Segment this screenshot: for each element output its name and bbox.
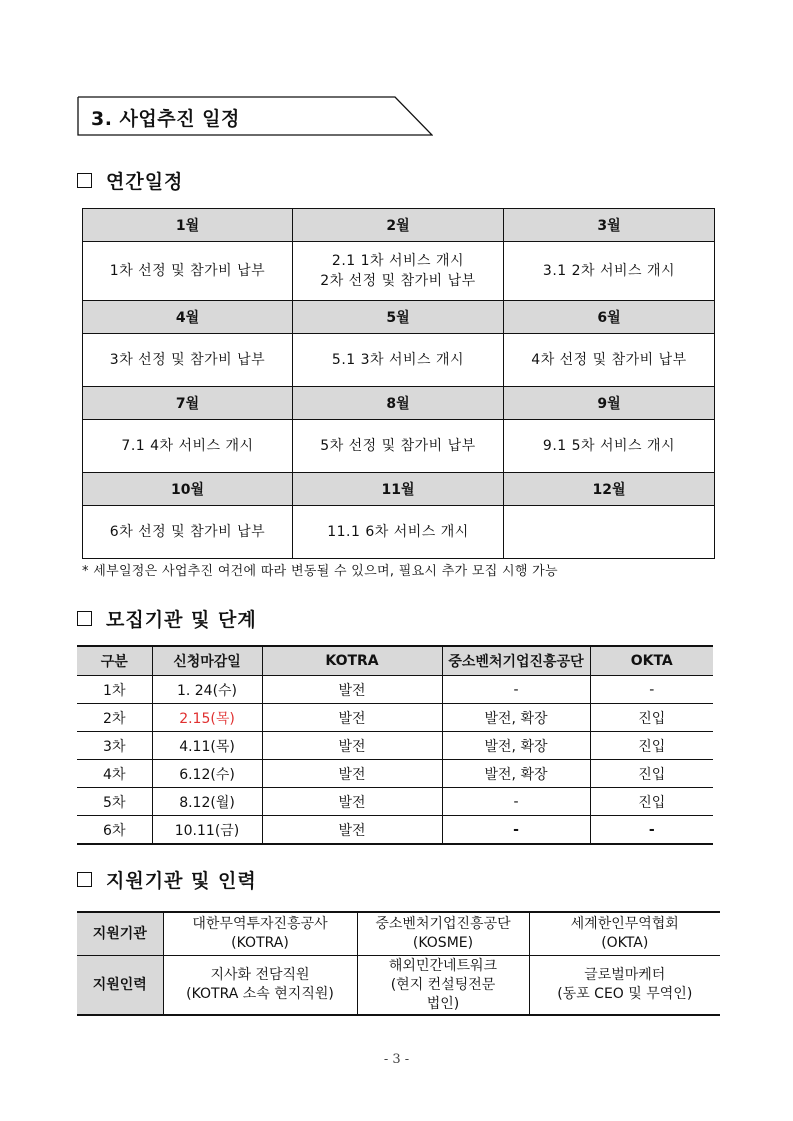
schedule-item: 4차 선정 및 참가비 납부 <box>504 334 715 387</box>
recruit-table <box>77 645 713 845</box>
month-label: 10월 <box>83 473 293 506</box>
table-row <box>77 816 713 845</box>
schedule-item: 5.1 3차 서비스 개시 <box>293 334 504 387</box>
column-header: 중소벤처기업진흥공단 <box>442 646 590 676</box>
checkbox-square-icon <box>77 872 92 887</box>
annual-schedule-table <box>82 208 715 559</box>
month-label: 8월 <box>293 387 504 420</box>
schedule-item: 1차 선정 및 참가비 납부 <box>83 242 293 301</box>
schedule-item: 7.1 4차 서비스 개시 <box>83 420 293 473</box>
row-label: 지원인력 <box>77 956 163 1016</box>
column-header: 신청마감일 <box>152 646 262 676</box>
table-row <box>77 760 713 788</box>
schedule-item: 3차 선정 및 참가비 납부 <box>83 334 293 387</box>
table-row <box>77 732 713 760</box>
schedule-item: 3.1 2차 서비스 개시 <box>504 242 715 301</box>
month-header-row <box>83 473 715 506</box>
table-cell: 6차 <box>77 816 152 845</box>
table-cell: 대한무역투자진흥공사 (KOTRA) <box>163 912 357 956</box>
table-cell: 2차 <box>77 704 152 732</box>
table-cell: 1. 24(수) <box>152 676 262 704</box>
table-cell: - <box>442 676 590 704</box>
month-label: 7월 <box>83 387 293 420</box>
schedule-item: 2.1 1차 서비스 개시 2차 선정 및 참가비 납부 <box>293 242 504 301</box>
table-cell: 해외민간네트워크 (현지 컨설팅전문 법인) <box>357 956 529 1016</box>
table-cell: 발전 <box>262 788 442 816</box>
table-cell: 발전 <box>262 760 442 788</box>
checkbox-square-icon <box>77 173 92 188</box>
month-label: 4월 <box>83 301 293 334</box>
month-label: 11월 <box>293 473 504 506</box>
table-cell: - <box>590 816 713 845</box>
table-cell: 5차 <box>77 788 152 816</box>
table-cell: 글로벌마케터 (동포 CEO 및 무역인) <box>529 956 720 1016</box>
table-cell: 6.12(수) <box>152 760 262 788</box>
schedule-item: 6차 선정 및 참가비 납부 <box>83 506 293 559</box>
month-label: 12월 <box>504 473 715 506</box>
schedule-row <box>83 506 715 559</box>
table-cell: 진입 <box>590 732 713 760</box>
table-cell: 발전, 확장 <box>442 704 590 732</box>
table-cell: 진입 <box>590 760 713 788</box>
schedule-row <box>83 334 715 387</box>
table-cell: - <box>442 788 590 816</box>
recruit-heading-text: 모집기관 및 단계 <box>106 609 257 631</box>
schedule-item: 11.1 6차 서비스 개시 <box>293 506 504 559</box>
table-cell: 발전 <box>262 816 442 845</box>
row-label: 지원기관 <box>77 912 163 956</box>
month-label: 6월 <box>504 301 715 334</box>
schedule-item: 9.1 5차 서비스 개시 <box>504 420 715 473</box>
month-header-row <box>83 209 715 242</box>
month-header-row <box>83 387 715 420</box>
month-label: 3월 <box>504 209 715 242</box>
table-row <box>77 676 713 704</box>
table-cell: - <box>442 816 590 845</box>
table-cell: 2.15(목) <box>152 704 262 732</box>
table-row <box>77 912 720 956</box>
table-row <box>77 956 720 1016</box>
section-title-box <box>77 96 433 136</box>
support-table <box>77 911 720 1016</box>
table-cell: 지사화 전담직원 (KOTRA 소속 현지직원) <box>163 956 357 1016</box>
column-header: 구분 <box>77 646 152 676</box>
month-label: 1월 <box>83 209 293 242</box>
table-cell: 진입 <box>590 788 713 816</box>
recruit-heading <box>77 605 257 632</box>
table-row <box>77 788 713 816</box>
month-label: 5월 <box>293 301 504 334</box>
column-header: KOTRA <box>262 646 442 676</box>
table-cell: 4차 <box>77 760 152 788</box>
support-heading-text: 지원기관 및 인력 <box>106 870 257 892</box>
schedule-row <box>83 420 715 473</box>
table-cell: 발전 <box>262 732 442 760</box>
month-header-row <box>83 301 715 334</box>
table-cell: 중소벤처기업진흥공단 (KOSME) <box>357 912 529 956</box>
table-cell: 4.11(목) <box>152 732 262 760</box>
table-row <box>77 704 713 732</box>
table-cell: 8.12(월) <box>152 788 262 816</box>
month-label: 2월 <box>293 209 504 242</box>
page-number: - 3 - <box>383 1052 410 1067</box>
schedule-row <box>83 242 715 301</box>
column-header: OKTA <box>590 646 713 676</box>
table-cell: 발전 <box>262 704 442 732</box>
checkbox-square-icon <box>77 611 92 626</box>
table-cell: - <box>590 676 713 704</box>
schedule-item <box>504 506 715 559</box>
table-cell: 발전, 확장 <box>442 760 590 788</box>
table-cell: 발전, 확장 <box>442 732 590 760</box>
annual-heading <box>77 167 183 194</box>
table-cell: 발전 <box>262 676 442 704</box>
schedule-item: 5차 선정 및 참가비 납부 <box>293 420 504 473</box>
table-cell: 1차 <box>77 676 152 704</box>
support-heading <box>77 866 257 893</box>
table-cell: 세계한인무역협회 (OKTA) <box>529 912 720 956</box>
annual-heading-text: 연간일정 <box>106 171 184 193</box>
section-title: 3. 사업추진 일정 <box>91 108 240 130</box>
table-cell: 진입 <box>590 704 713 732</box>
table-cell: 3차 <box>77 732 152 760</box>
schedule-note: * 세부일정은 사업추진 여건에 따라 변동될 수 있으며, 필요시 추가 모집 시행 가능 <box>82 564 558 579</box>
table-cell: 10.11(금) <box>152 816 262 845</box>
month-label: 9월 <box>504 387 715 420</box>
